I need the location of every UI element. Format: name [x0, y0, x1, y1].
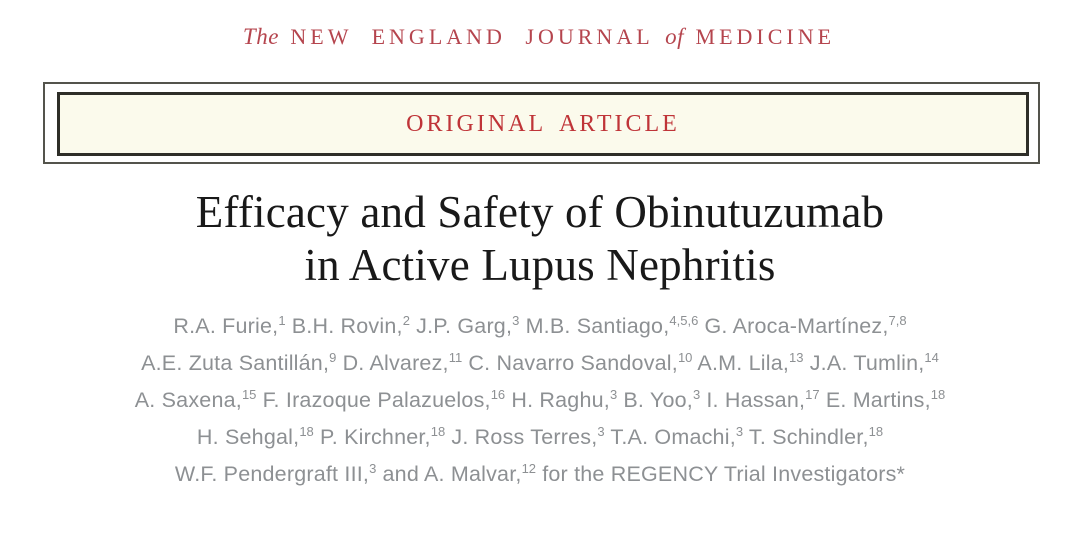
author-affiliation-superscript: 9: [329, 349, 337, 365]
author-affiliation-superscript: 2: [402, 312, 410, 328]
author-affiliation-superscript: 11: [448, 349, 463, 365]
author-affiliation-superscript: 18: [930, 386, 946, 402]
author-affiliation-superscript: 7,8: [888, 312, 907, 328]
author-affiliation-superscript: 18: [430, 423, 446, 439]
author-affiliation-superscript: 3: [609, 386, 618, 402]
author-affiliation-superscript: 14: [924, 349, 939, 365]
author-line: A. Saxena,$^{15}$ F. Irazoque Palazuelos,$^{16}$ H. Raghu,$^3$ B. Yoo,$^3$ I. Hassan,$^{17}$ E. Martins,$^{18}$: [134, 386, 946, 412]
author-affiliation-superscript: 15: [241, 386, 257, 402]
author-affiliation-superscript: 3: [692, 386, 701, 402]
article-title: [0, 186, 1080, 292]
author-affiliation-superscript: 3: [369, 460, 377, 476]
masthead-medicine: MEDICINE: [695, 24, 836, 49]
masthead-the: The: [242, 24, 279, 49]
article-type-label: ORIGINAL ARTICLE: [406, 111, 680, 137]
author-line: A.E. Zuta Santillán,$^9$ D. Alvarez,$^{11}$ C. Navarro Sandoval,$^{10}$ A.M. Lila,$^{13}$ J.A. Tumlin,$^{14}$: [141, 349, 939, 375]
author-affiliation-superscript: 13: [789, 349, 804, 365]
article-title-line-1: Efficacy and Safety of Obinutuzumab: [195, 187, 885, 237]
author-affiliation-superscript: 18: [868, 423, 884, 439]
author-affiliation-superscript: 4,5,6: [669, 312, 699, 328]
article-type-banner-outer-rule: [43, 82, 1040, 164]
author-affiliation-superscript: 12: [521, 460, 537, 476]
author-affiliation-superscript: 17: [805, 386, 820, 402]
author-affiliation-superscript: 16: [490, 386, 506, 402]
author-line: H. Sehgal,$^{18}$ P. Kirchner,$^{18}$ J. Ross Terres,$^3$ T.A. Omachi,$^3$ T. Schindler,$^{18}$: [196, 423, 884, 449]
author-list: [0, 308, 1080, 493]
author-affiliation-superscript: 18: [299, 423, 314, 439]
article-type-banner: [57, 92, 1029, 156]
masthead-of: of: [665, 24, 685, 49]
author-affiliation-superscript: 3: [735, 423, 744, 439]
author-affiliation-superscript: 1: [278, 312, 286, 328]
author-line: W.F. Pendergraft III,$^3$ and A. Malvar,$^{12}$ for the REGENCY Trial Investigators*: [174, 460, 906, 486]
author-affiliation-superscript: 10: [677, 349, 693, 365]
journal-masthead: [0, 0, 1080, 50]
author-line: R.A. Furie,$^1$ B.H. Rovin,$^2$ J.P. Garg,$^3$ M.B. Santiago,$^{4,5,6}$ G. Aroca-Martínez,$^{7,8}$: [173, 312, 907, 338]
author-affiliation-superscript: 3: [597, 423, 605, 439]
masthead-new-england-journal: NEW ENGLAND JOURNAL: [290, 24, 654, 49]
author-affiliation-superscript: 3: [512, 312, 520, 328]
article-title-line-2: in Active Lupus Nephritis: [304, 240, 776, 290]
